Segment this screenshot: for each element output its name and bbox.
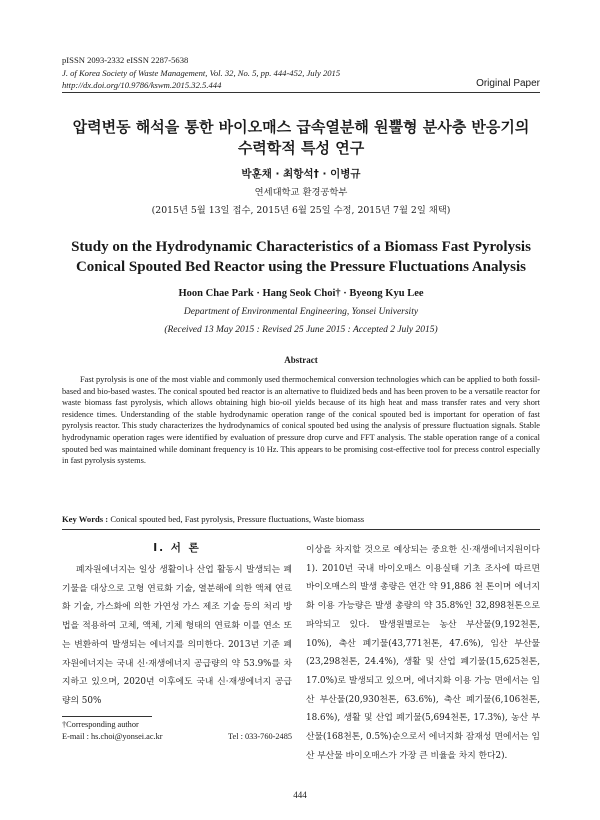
abstract-heading: Abstract — [284, 355, 318, 365]
issn-line: pISSN 2093-2332 eISSN 2287-5638 — [62, 55, 189, 65]
intro-left-column: 폐자원에너지는 일상 생활이나 산업 활동시 발생되는 폐기물을 대상으로 고형 연료화 기술, 열분해에 의한 액체 연료화 기술, 가스화에 의한 가연성 가스 제조 기술 등의 처리 방법을 적용하여 고체, 액체, 기체 형태의 연료화 이를 연소 또는 변환하여 발생되는 에너지를 의미한다. 2013년 기준 폐자원에너지는 국내 신·재생에너지 공급량의 약 53.9%를 차지하고 있으며, 2020년 이후에도 국내 신·재생에너지 공급량의 50% — [62, 565, 292, 706]
english-title-line-1: Study on the Hydrodynamic Characteristics of a Biomass Fast Pyrolysis — [71, 239, 531, 255]
footnote — [62, 719, 292, 743]
paper-type-label: Original Paper — [476, 78, 540, 89]
abstract-text: Fast pyrolysis is one of the most viable and commonly used thermochemical conversion technologies which can be applied to both fossil-based and bio-based wastes. The conical spouted bed reactor is an alternative to fluidized beds and has been proven to be a versatile reactor for waste biomass fast pyrolysis, which allows obtaining high bio-oil yields because of its high heat and mass transfer rates and very short residence times. Understanding of the stable hydrodynamic operation range of the conical spouted bed is important for operation of fast pyrolysis reactor. This study characterizes the hydrodynamics of conical spouted bed using the analysis of pressure fluctuation signals. Stable hydrodynamic operation rages were identified by evaluation of pressure drop curve and FFT analysis. The stable operation range of a conical spouted bed was maintained while dominant frequency is 10 Hz. This appears to be promising cost-effective tool for precess control especially in fast pyrolysis systems. — [62, 375, 540, 466]
korean-dates: (2015년 5월 13일 접수, 2015년 6월 25일 수정, 2015년 7월 2일 채택) — [151, 205, 451, 216]
keywords-label: Key Words : — [62, 514, 109, 524]
english-authors: Hoon Chae Park · Hang Seok Choi† · Byeong Kyu Lee — [178, 288, 424, 299]
keywords-divider — [62, 529, 540, 530]
english-title-line-2: Conical Spouted Bed Reactor using the Pressure Fluctuations Analysis — [75, 259, 527, 275]
korean-title-line-1: 압력변동 해석을 통한 바이오매스 급속열분해 원뿔형 분사층 반응기의 — [72, 118, 530, 136]
author-email: E-mail : hs.choi@yonsei.ac.kr — [62, 732, 163, 741]
section-heading-introduction: I. 서 론 — [153, 542, 201, 554]
korean-authors: 박훈채 · 최항석† · 이병규 — [241, 168, 361, 180]
header-divider — [62, 92, 540, 93]
corresponding-author: †Corresponding author — [62, 720, 139, 729]
page-number: 444 — [293, 790, 307, 800]
journal-citation: J. of Korea Society of Waste Management, Vol. 32, No. 5, pp. 444-452, July 2015 — [62, 67, 341, 78]
korean-affiliation: 연세대학교 환경공학부 — [254, 187, 348, 198]
korean-title-line-2: 수력학적 특성 연구 — [237, 139, 365, 157]
journal-meta — [62, 54, 542, 92]
intro-right-column: 이상을 차지할 것으로 예상되는 중요한 신·재생에너지원이다1). 2010년 국내 바이오매스 이용실태 기초 조사에 따르면 바이오매스의 발생 총량은 연간 약 91,886 천 톤이며 에너지화 이용 가능량은 발생 총량의 약 35.8%인 32,898천톤으로 파악되고 있다. 발생원별로는 농산 부산물(9,192천톤, 10%), 축산 폐기물(43,771천톤, 47.6%), 임산 부산물(23,298천톤, 24.4%), 생활 및 산업 폐기물(15,625천톤, 17.0%)로 발생되고 있으며, 에너지화 이용 가능 면에서는 임산 부산물(20,930천톤, 63.6%), 축산 폐기물(6,106천톤, 18.6%), 생활 및 산업 폐기물(5,694천톤, 17.3%), 농산 부산물(168천톤, 0.5%)순으로서 에너지화 잠재성 면에서는 임산 부산물 바이오매스가 가장 큰 비율을 차지 한다2). — [306, 545, 540, 761]
keywords — [62, 513, 540, 525]
author-tel: Tel : 033-760-2485 — [228, 732, 292, 741]
doi-link[interactable]: http://dx.doi.org/10.9786/kswm.2015.32.5.444 — [62, 80, 222, 90]
keywords-text: Conical spouted bed, Fast pyrolysis, Pressure fluctuations, Waste biomass — [110, 514, 365, 524]
english-dates: (Received 13 May 2015 : Revised 25 June 2015 : Accepted 2 July 2015) — [164, 325, 438, 335]
english-department: Department of Environmental Engineering, Yonsei University — [183, 307, 419, 317]
footnote-divider — [62, 716, 152, 717]
